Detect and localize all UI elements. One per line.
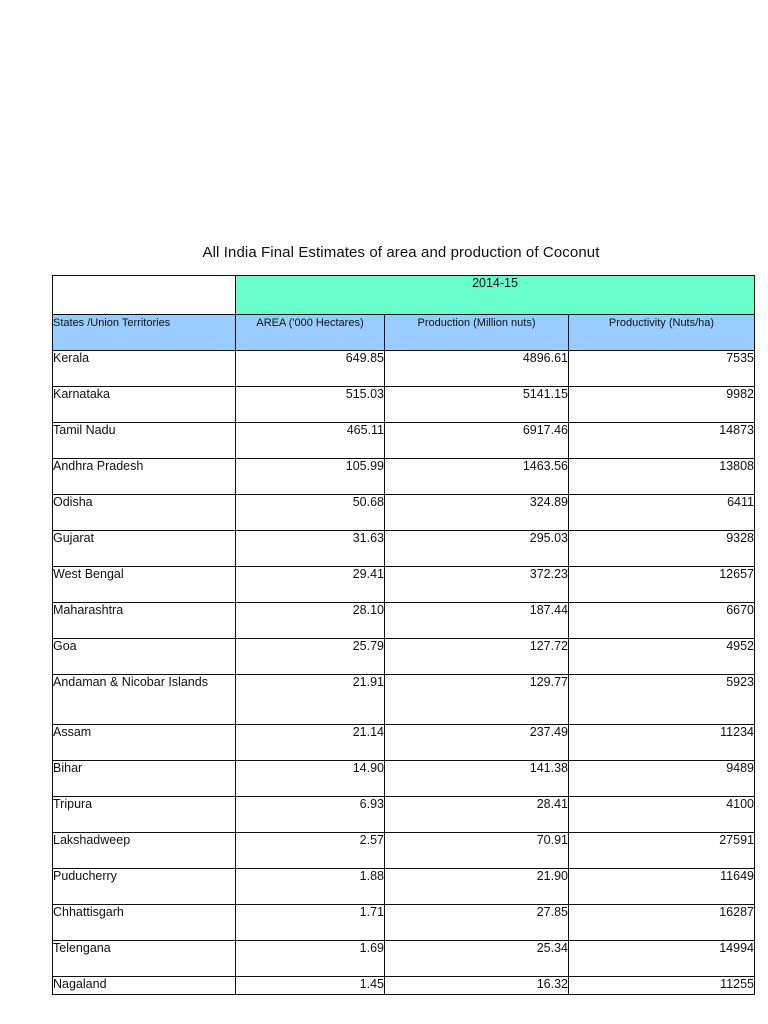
productivity-cell: 14994 xyxy=(569,941,755,977)
production-cell: 28.41 xyxy=(385,797,569,833)
state-cell: Telengana xyxy=(53,941,236,977)
productivity-cell: 9489 xyxy=(569,761,755,797)
productivity-cell: 4100 xyxy=(569,797,755,833)
state-cell: Odisha xyxy=(53,495,236,531)
table-row xyxy=(53,639,755,675)
area-cell: 29.41 xyxy=(236,567,385,603)
production-cell: 237.49 xyxy=(385,725,569,761)
production-cell: 27.85 xyxy=(385,905,569,941)
table-row xyxy=(53,603,755,639)
production-cell: 324.89 xyxy=(385,495,569,531)
table-body xyxy=(53,276,755,995)
production-cell: 4896.61 xyxy=(385,351,569,387)
production-cell: 21.90 xyxy=(385,869,569,905)
productivity-cell: 27591 xyxy=(569,833,755,869)
state-cell: Gujarat xyxy=(53,531,236,567)
blank-corner-cell xyxy=(53,276,236,315)
productivity-cell: 11234 xyxy=(569,725,755,761)
area-cell: 1.88 xyxy=(236,869,385,905)
production-cell: 70.91 xyxy=(385,833,569,869)
production-cell: 127.72 xyxy=(385,639,569,675)
area-cell: 21.91 xyxy=(236,675,385,725)
area-cell: 465.11 xyxy=(236,423,385,459)
area-cell: 28.10 xyxy=(236,603,385,639)
table-title: All India Final Estimates of area and production of Coconut xyxy=(202,244,600,261)
state-cell: Andaman & Nicobar Islands xyxy=(53,675,236,725)
table-row xyxy=(53,941,755,977)
table-row xyxy=(53,725,755,761)
table-row xyxy=(53,797,755,833)
state-cell: Maharashtra xyxy=(53,603,236,639)
productivity-cell: 11255 xyxy=(569,977,755,995)
coconut-estimates-table xyxy=(52,275,755,995)
area-cell: 14.90 xyxy=(236,761,385,797)
table-row xyxy=(53,387,755,423)
area-cell: 25.79 xyxy=(236,639,385,675)
year-header-row xyxy=(53,276,755,315)
table-row xyxy=(53,531,755,567)
state-cell: Lakshadweep xyxy=(53,833,236,869)
productivity-cell: 14873 xyxy=(569,423,755,459)
state-cell: Assam xyxy=(53,725,236,761)
production-cell: 187.44 xyxy=(385,603,569,639)
area-cell: 2.57 xyxy=(236,833,385,869)
state-cell: Puducherry xyxy=(53,869,236,905)
productivity-cell: 13808 xyxy=(569,459,755,495)
productivity-cell: 6670 xyxy=(569,603,755,639)
header-state: States /Union Territories xyxy=(53,315,236,351)
production-cell: 372.23 xyxy=(385,567,569,603)
table-row xyxy=(53,351,755,387)
area-cell: 649.85 xyxy=(236,351,385,387)
area-cell: 1.45 xyxy=(236,977,385,995)
production-cell: 5141.15 xyxy=(385,387,569,423)
area-cell: 50.68 xyxy=(236,495,385,531)
state-cell: Kerala xyxy=(53,351,236,387)
table-row xyxy=(53,905,755,941)
production-cell: 25.34 xyxy=(385,941,569,977)
area-cell: 6.93 xyxy=(236,797,385,833)
production-cell: 16.32 xyxy=(385,977,569,995)
column-header-row xyxy=(53,315,755,351)
header-productivity: Productivity (Nuts/ha) xyxy=(569,315,755,351)
productivity-cell: 5923 xyxy=(569,675,755,725)
productivity-cell: 9328 xyxy=(569,531,755,567)
area-cell: 31.63 xyxy=(236,531,385,567)
area-cell: 1.71 xyxy=(236,905,385,941)
table-row xyxy=(53,833,755,869)
state-cell: Karnataka xyxy=(53,387,236,423)
productivity-cell: 9982 xyxy=(569,387,755,423)
state-cell: Nagaland xyxy=(53,977,236,995)
production-cell: 6917.46 xyxy=(385,423,569,459)
productivity-cell: 7535 xyxy=(569,351,755,387)
production-cell: 295.03 xyxy=(385,531,569,567)
productivity-cell: 16287 xyxy=(569,905,755,941)
area-cell: 105.99 xyxy=(236,459,385,495)
header-production: Production (Million nuts) xyxy=(385,315,569,351)
year-header-cell: 2014-15 xyxy=(236,276,755,315)
table-row xyxy=(53,423,755,459)
area-cell: 1.69 xyxy=(236,941,385,977)
state-cell: Chhattisgarh xyxy=(53,905,236,941)
area-cell: 21.14 xyxy=(236,725,385,761)
header-area: AREA ('000 Hectares) xyxy=(236,315,385,351)
production-cell: 129.77 xyxy=(385,675,569,725)
productivity-cell: 4952 xyxy=(569,639,755,675)
production-cell: 141.38 xyxy=(385,761,569,797)
state-cell: Goa xyxy=(53,639,236,675)
productivity-cell: 6411 xyxy=(569,495,755,531)
state-cell: West Bengal xyxy=(53,567,236,603)
production-cell: 1463.56 xyxy=(385,459,569,495)
table-row xyxy=(53,567,755,603)
productivity-cell: 11649 xyxy=(569,869,755,905)
state-cell: Tripura xyxy=(53,797,236,833)
state-cell: Bihar xyxy=(53,761,236,797)
table-row xyxy=(53,869,755,905)
state-cell: Tamil Nadu xyxy=(53,423,236,459)
productivity-cell: 12657 xyxy=(569,567,755,603)
table-row xyxy=(53,459,755,495)
table-row xyxy=(53,495,755,531)
table-row xyxy=(53,761,755,797)
table-row xyxy=(53,675,755,725)
area-cell: 515.03 xyxy=(236,387,385,423)
table-row xyxy=(53,977,755,995)
state-cell: Andhra Pradesh xyxy=(53,459,236,495)
